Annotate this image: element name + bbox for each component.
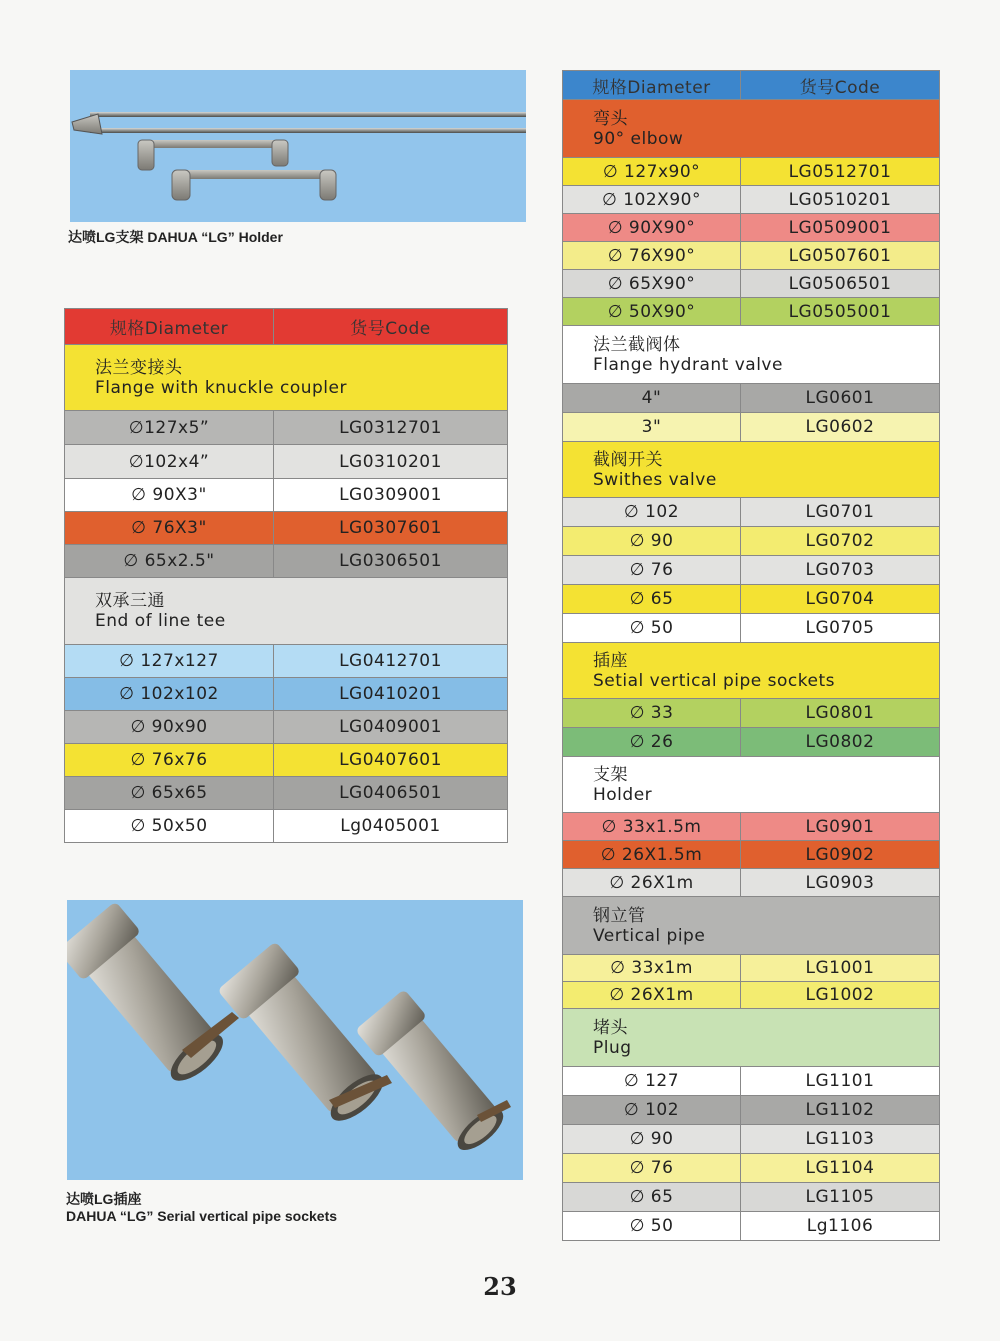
table-row (563, 1125, 940, 1154)
section-title (563, 326, 940, 384)
code-cell: LG0410201 (274, 678, 508, 711)
table-row (563, 728, 940, 757)
table-row (563, 955, 940, 982)
section-title-en: 90° elbow (593, 128, 684, 149)
header-code: 货号Code (274, 309, 508, 345)
header-diameter: 规格Diameter (563, 71, 741, 100)
diameter-cell: 4" (563, 384, 741, 413)
diameter-cell: ∅ 50X90° (563, 298, 741, 326)
diameter-cell: ∅ 33x1.5m (563, 813, 741, 841)
diameter-cell: ∅ 102 (563, 1096, 741, 1125)
sockets-caption-line1: 达喷LG插座 (66, 1191, 142, 1207)
diameter-cell: ∅ 26X1.5m (563, 841, 741, 869)
section-title-cn: 法兰截阀体 (593, 334, 681, 355)
diameter-cell: ∅ 127x127 (65, 645, 274, 678)
code-cell: LG0310201 (274, 445, 508, 479)
code-cell: LG0702 (741, 527, 940, 556)
section-title (563, 442, 940, 498)
table-row (65, 445, 508, 479)
section-title-en: End of line tee (95, 611, 226, 631)
code-cell: LG0901 (741, 813, 940, 841)
header-code: 货号Code (741, 71, 940, 100)
code-cell: LG1002 (741, 982, 940, 1009)
table-row (563, 1154, 940, 1183)
diameter-cell: ∅ 33 (563, 699, 741, 728)
section-title-cn: 钢立管 (593, 905, 646, 926)
code-cell: LG1001 (741, 955, 940, 982)
diameter-cell: ∅ 65 (563, 1183, 741, 1212)
code-cell: LG0312701 (274, 411, 508, 445)
table-row (563, 527, 940, 556)
table-row (563, 614, 940, 643)
code-cell: LG0512701 (741, 158, 940, 186)
sockets-caption (66, 1191, 337, 1225)
table-row (563, 413, 940, 442)
section-title-cn: 法兰变接头 (95, 357, 183, 378)
diameter-cell: ∅ 102 (563, 498, 741, 527)
diameter-cell: ∅ 50 (563, 614, 741, 643)
table-row (65, 711, 508, 744)
section-title-row (563, 643, 940, 699)
code-cell: LG0407601 (274, 744, 508, 777)
section-title-row (65, 578, 508, 645)
code-cell: LG0703 (741, 556, 940, 585)
code-cell: LG0903 (741, 869, 940, 897)
code-cell: LG0406501 (274, 777, 508, 810)
section-title-en: Holder (593, 784, 653, 805)
section-title-cn: 支架 (593, 764, 628, 785)
diameter-cell: ∅ 127 (563, 1067, 741, 1096)
section-title-row (563, 442, 940, 498)
code-cell: LG1105 (741, 1183, 940, 1212)
code-cell: LG1103 (741, 1125, 940, 1154)
section-title-en: Vertical pipe (593, 925, 706, 946)
table-row (65, 744, 508, 777)
table-row (65, 645, 508, 678)
code-cell: LG1101 (741, 1067, 940, 1096)
table-row (65, 777, 508, 810)
header-diameter: 规格Diameter (65, 309, 274, 345)
sockets-illustration (67, 900, 523, 1180)
section-title-en: Swithes valve (593, 469, 717, 490)
code-cell: Lg0405001 (274, 810, 508, 843)
code-cell: LG0307601 (274, 512, 508, 545)
right-spec-table (562, 70, 940, 1241)
code-cell: LG0309001 (274, 479, 508, 512)
diameter-cell: ∅ 90x90 (65, 711, 274, 744)
code-cell: LG0507601 (741, 242, 940, 270)
code-cell: LG0601 (741, 384, 940, 413)
code-cell: LG0306501 (274, 545, 508, 578)
table-row (563, 298, 940, 326)
code-cell: LG1102 (741, 1096, 940, 1125)
table-row (563, 1183, 940, 1212)
code-cell: Lg1106 (741, 1212, 940, 1241)
diameter-cell: ∅ 90 (563, 1125, 741, 1154)
page-number: 23 (483, 1272, 517, 1301)
section-title (563, 1009, 940, 1067)
section-title-en: Setial vertical pipe sockets (593, 670, 835, 691)
diameter-cell: ∅ 90 (563, 527, 741, 556)
diameter-cell: ∅ 76 (563, 556, 741, 585)
table-row (563, 841, 940, 869)
table-row (65, 411, 508, 445)
diameter-cell: ∅ 76X3" (65, 512, 274, 545)
code-cell: LG1104 (741, 1154, 940, 1183)
section-title-cn: 插座 (593, 650, 628, 671)
table-row (65, 545, 508, 578)
section-title-cn: 弯头 (593, 108, 628, 129)
section-title-row (563, 100, 940, 158)
table-row (563, 158, 940, 186)
code-cell: LG0510201 (741, 186, 940, 214)
table-header-row (563, 71, 940, 100)
diameter-cell: ∅ 65x65 (65, 777, 274, 810)
table-row (65, 512, 508, 545)
section-title-row (65, 345, 508, 411)
section-title (563, 100, 940, 158)
table-header-row (65, 309, 508, 345)
table-row (65, 479, 508, 512)
table-row (563, 585, 940, 614)
table-row (563, 869, 940, 897)
section-title-row (563, 1009, 940, 1067)
diameter-cell: ∅ 50x50 (65, 810, 274, 843)
table-row (563, 1067, 940, 1096)
section-title-cn: 双承三通 (95, 591, 165, 611)
diameter-cell: ∅ 90X90° (563, 214, 741, 242)
table-row (65, 678, 508, 711)
table-row (563, 242, 940, 270)
holder-photo (70, 70, 526, 222)
table-row (563, 1096, 940, 1125)
diameter-cell: ∅ 65 (563, 585, 741, 614)
section-title (563, 897, 940, 955)
code-cell: LG0701 (741, 498, 940, 527)
section-title (65, 345, 508, 411)
diameter-cell: ∅ 76X90° (563, 242, 741, 270)
code-cell: LG0902 (741, 841, 940, 869)
section-title-row (563, 757, 940, 813)
table-row (563, 813, 940, 841)
section-title-en: Flange with knuckle coupler (95, 377, 347, 398)
table-row (563, 556, 940, 585)
table-row (563, 384, 940, 413)
table-row (563, 214, 940, 242)
diameter-cell: ∅ 76 (563, 1154, 741, 1183)
code-cell: LG0602 (741, 413, 940, 442)
diameter-cell: ∅ 65x2.5" (65, 545, 274, 578)
code-cell: LG0412701 (274, 645, 508, 678)
section-title (563, 757, 940, 813)
table-row (563, 270, 940, 298)
section-title-row (563, 326, 940, 384)
table-row (563, 699, 940, 728)
diameter-cell: ∅102x4” (65, 445, 274, 479)
sockets-caption-line2: DAHUA “LG” Serial vertical pipe sockets (66, 1208, 338, 1224)
section-title (563, 643, 940, 699)
section-title-row (563, 897, 940, 955)
diameter-cell: ∅ 102X90° (563, 186, 741, 214)
diameter-cell: ∅ 26X1m (563, 982, 741, 1009)
diameter-cell: ∅ 127x90° (563, 158, 741, 186)
code-cell: LG0409001 (274, 711, 508, 744)
code-cell: LG0705 (741, 614, 940, 643)
table-row (563, 498, 940, 527)
diameter-cell: ∅ 65X90° (563, 270, 741, 298)
diameter-cell: ∅ 50 (563, 1212, 741, 1241)
sockets-photo (67, 900, 523, 1180)
diameter-cell: ∅ 26X1m (563, 869, 741, 897)
code-cell: LG0802 (741, 728, 940, 757)
code-cell: LG0704 (741, 585, 940, 614)
table-row (65, 810, 508, 843)
holder-caption: 达喷LG支架 DAHUA “LG” Holder (68, 229, 283, 245)
diameter-cell: ∅ 76x76 (65, 744, 274, 777)
table-row (563, 186, 940, 214)
code-cell: LG0506501 (741, 270, 940, 298)
table-row (563, 982, 940, 1009)
diameter-cell: ∅127x5” (65, 411, 274, 445)
section-title (65, 578, 508, 645)
table-row (563, 1212, 940, 1241)
diameter-cell: ∅ 26 (563, 728, 741, 757)
code-cell: LG0505001 (741, 298, 940, 326)
diameter-cell: ∅ 90X3" (65, 479, 274, 512)
section-title-en: Flange hydrant valve (593, 354, 783, 375)
code-cell: LG0801 (741, 699, 940, 728)
section-title-cn: 堵头 (593, 1017, 628, 1038)
code-cell: LG0509001 (741, 214, 940, 242)
section-title-en: Plug (593, 1037, 632, 1058)
diameter-cell: ∅ 102x102 (65, 678, 274, 711)
diameter-cell: ∅ 33x1m (563, 955, 741, 982)
left-spec-table (64, 308, 508, 843)
holder-illustration (70, 70, 526, 222)
diameter-cell: 3" (563, 413, 741, 442)
section-title-cn: 截阀开关 (593, 449, 663, 470)
